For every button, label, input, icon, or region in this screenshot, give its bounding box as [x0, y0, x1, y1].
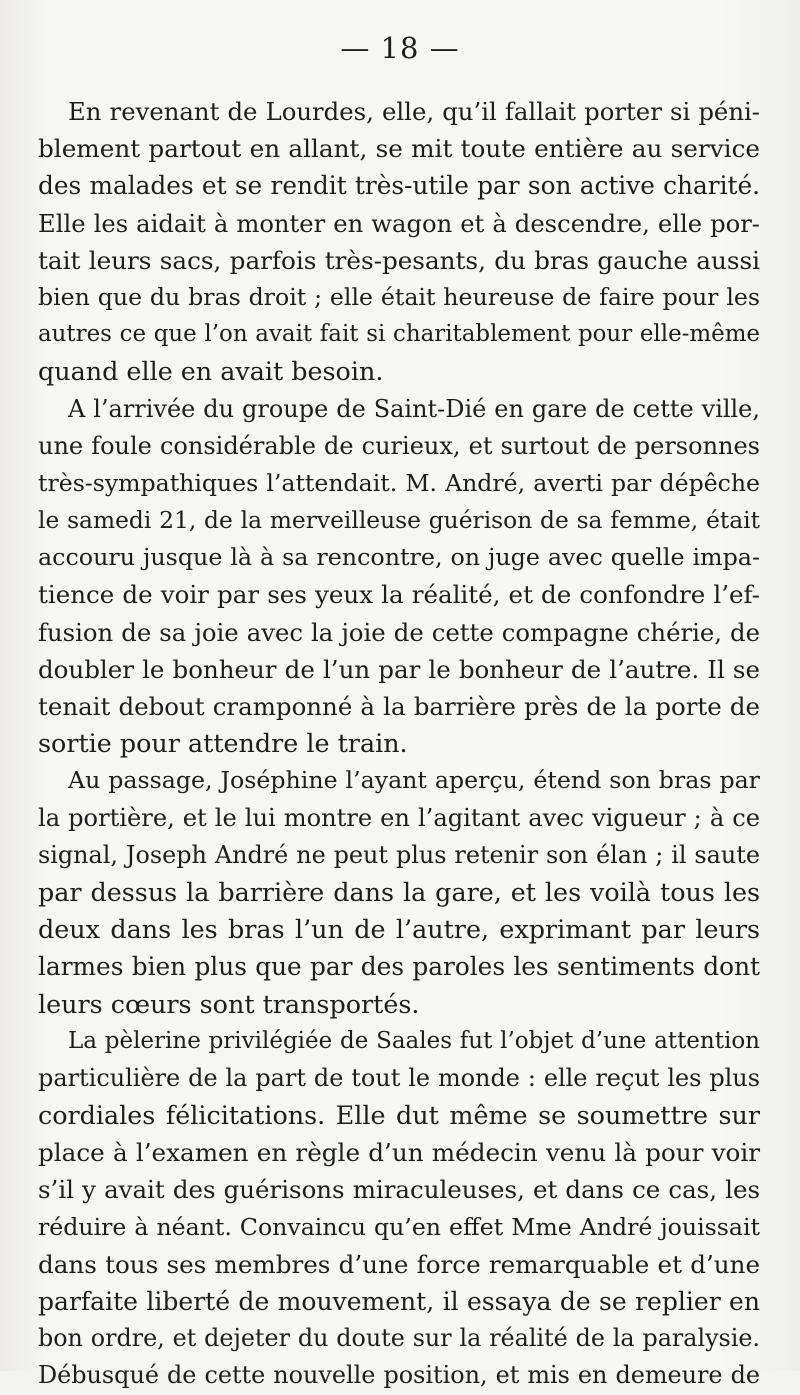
text-line: cordiales félicitations. Elle dut même se soumettre sur: [38, 1100, 760, 1131]
text-line: particulière de la part de tout le monde : elle reçut les plus: [38, 1063, 760, 1092]
text-line: La pèlerine privilégiée de Saales fut l’objet d’une attention: [68, 1027, 760, 1054]
text-line: accouru jusque là à sa rencontre, on juge avec quelle impa-: [38, 543, 760, 572]
text-line: Débusqué de cette nouvelle position, et mis en demeure de: [38, 1361, 760, 1390]
text-line: très-sympathiques l’attendait. M. André, averti par dépêche: [38, 468, 760, 497]
body-text: [38, 93, 760, 1395]
text-line: place à l’examen en règle d’un médecin venu là pour voir: [38, 1138, 760, 1168]
text-line: s’il y avait des guérisons miraculeuses, et dans ce cas, les: [38, 1175, 760, 1205]
text-line: leurs cœurs sont transportés.: [38, 988, 420, 1019]
text-line: deux dans les bras l’un de l’autre, exprimant par leurs: [38, 914, 760, 945]
text-line: bien que du bras droit ; elle était heureuse de faire pour les: [38, 282, 760, 311]
text-line: tait leurs sacs, parfois très-pesants, du bras gauche aussi: [38, 245, 760, 275]
text-line: sortie pour attendre le train.: [38, 728, 408, 759]
text-line: blement partout en allant, se mit toute entière au service: [38, 134, 760, 164]
text-line: par dessus la barrière dans la gare, et les voilà tous les: [38, 876, 760, 907]
text-line: une foule considérable de curieux, et surtout de personnes: [38, 431, 760, 460]
text-line: doubler le bonheur de l’un par le bonheur de l’autre. Il se: [38, 654, 760, 684]
text-line: des malades et se rendit très-utile par son active charité.: [38, 171, 760, 201]
text-line: Au passage, Joséphine l’ayant aperçu, étend son bras par: [68, 766, 760, 795]
page-number: — 18 —: [340, 31, 460, 65]
text-line: dans tous ses membres d’une force remarquable et d’une: [38, 1249, 760, 1279]
text-line: la portière, et le lui montre en l’agitant avec vigueur ; à ce: [38, 803, 760, 832]
text-line: autres ce que l’on avait fait si charitablement pour elle-même: [38, 321, 760, 348]
text-line: parfaite liberté de mouvement, il essaya de se replier en: [38, 1287, 760, 1316]
text-line: bon ordre, et dejeter du doute sur la réalité de la paralysie.: [38, 1324, 760, 1353]
text-line: fusion de sa joie avec la joie de cette compagne chérie, de: [38, 617, 760, 647]
text-line: réduire à néant. Convaincu qu’en effet Mme André jouissait: [38, 1212, 760, 1241]
text-line: En revenant de Lourdes, elle, qu’il fallait porter si péni-: [68, 97, 760, 126]
text-line: le samedi 21, de la merveilleuse guérison de sa femme, était: [38, 506, 760, 535]
text-line: quand elle en avait besoin.: [38, 356, 384, 387]
text-line: tenait debout cramponné à la barrière près de la porte de: [38, 692, 760, 721]
text-line: signal, Joseph André ne peut plus retenir son élan ; il saute: [38, 840, 760, 869]
text-line: tience de voir par ses yeux la réalité, et de confondre l’ef-: [38, 580, 760, 610]
text-line: A l’arrivée du groupe de Saint-Dié en gare de cette ville,: [68, 394, 760, 423]
text-line: Elle les aidait à monter en wagon et à descendre, elle por-: [38, 208, 760, 238]
text-line: larmes bien plus que par des paroles les sentiments dont: [38, 952, 760, 982]
